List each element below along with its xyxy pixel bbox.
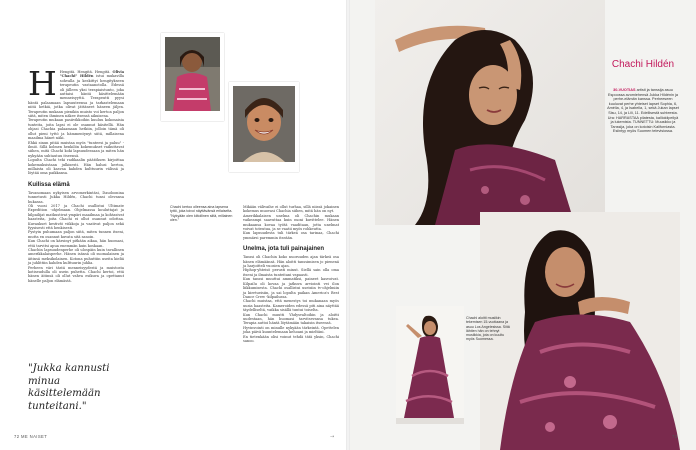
folio-left: 72 ME NAISET — [14, 434, 48, 439]
childhood-photo-2-image — [233, 86, 295, 162]
col3-paragraph-6: Kun tanssi muuttui ammatiksi, paineet kasvoivat. Kilpailu oli kovaa ja jatkuva arviointi vei ilon liikkumisesta. Chachi osallistui useisiin tv-ohjelmiin ja kiertueisiin, ja sai lopulta paikan America's Best Dance Crew -kilpailussa. — [243, 277, 339, 299]
section1-paragraph-6: Perheen väri tästä menneisyydestä ja muistosta kotiseudulla oli usein puhetta. Chachi kertoi, että hänen äitinsä oli ollut vahva esikuva ja opettanut hänelle paljon elämästä. — [28, 265, 124, 283]
section1-paragraph-1: Tavanomaan nykyisen arvomerkintäsi, Daudoonina tunnetusti Jukka Hildén, Chachi tunsi olevansa hukassa. — [28, 190, 124, 204]
intro-paragraph-2: Terapeutin mukaan pasiivikkoihin kuuluu kokonaisia tunteita, joita lapsi ei ole osannut käsitellä. Hän ohjasi Chachia palaamaan hetkiin, jolloin tämä oli ollut pieni tyttö ja hämmentynyt siitä, millaisena maailma hänet näki. — [28, 118, 124, 141]
next-page-arrow-icon[interactable]: → — [330, 434, 335, 440]
photo-caption-column — [170, 205, 235, 222]
section-heading-kuilissa: Kuilissa elämä — [28, 181, 70, 188]
intro-paragraph — [28, 64, 124, 119]
section-heading-unelma: Unelma, jota tuli painajainen — [243, 246, 325, 253]
article-column-3 — [243, 205, 339, 343]
col3-paragraph-2: Amerikkalaisen unelma oli Chachin mukaan vaikeampi saavuttaa kuin moni kuvittelee. Hänen mukaansa kovaa työtä vaaditaan, jotta unelmat voivat toteutua, ja se vaatii myös rohkeutta. — [243, 213, 339, 232]
hero-portrait-image — [375, 0, 605, 225]
profile-fact-box — [606, 88, 680, 134]
left-page — [0, 0, 346, 450]
col3-paragraph-9: Hyvinvointi on minulle nykyään tärkeintä. Opettelen joka päivä kuuntelemaan kehoani ja mieltäni. — [243, 325, 339, 335]
section1-paragraph-2: Oli vuosi 2017 ja Chachi osallistui Ultimate Expedition -ohjelmaan. Ohjelmassa kouluttajat ja kilpailijat matkustivat ympäri maailmaa ja kohtasivat haasteita, joita Chachi ei ollut osannut odottaa. Kuvaukset kestivät viikkoja ja vaativat paljon sekä fyysisesti että henkisesti. — [28, 203, 124, 230]
fact-box-text: artisti ja tanssija asuu Espoossa avomiehensä Jukka Hildénin ja perhe-elämän kanssa. Perheeseen kuuluvat perhe yhteiset lapset Sophia, 6, Amélia, 4, ja Isabella, 1, sekä Jukan lapset Sisu, 14, ja Lili, 11. Edellisestä suhteesta. Ura: HARRASTAA pilatesta, kalliokiipeilyä ja lukemista. TUNNETTU: Muusikko ja Tanssija, joka on kotoisin Kaliforniasta. Esiintyy myös Suomen televisiossa. — [607, 88, 679, 134]
section1-paragraph-5: Chachin lapsuudenperhe oli ulospäin kuin tavallinen amerikkalaisperhe. Hänen isänsä oli suomalainen ja äitinsä meksikolainen. Kotona puhuttiin useita kieliä ja juhlittiin kahden kulttuurin juhlia. — [28, 248, 124, 266]
intro-lead-name: Olivia "Chachi" Hildén — [59, 70, 124, 79]
fact-box-lead: 30-VUOTIAS — [613, 88, 636, 92]
profile-name-title: Chachi Hildén — [611, 59, 675, 70]
pull-quote: "Jukka kannusti minua käsittelemään tunteitani." — [28, 363, 110, 412]
childhood-photo-2 — [229, 82, 299, 172]
intro-body: istui mukavilla sohvalla ja keskittyi hengitykseen terapeutin vastaanotolla. Edessä oli jälleen yksi terapiaistunto, joka auttaisi häntä käsittelemään menneisyyttä. Terapeutti pyysi häntä palaamaan lapsuuteensa ja tarkastelemaan niitä hetkiä, jotka olivat jättäneet häneen jäljen. Terapeutin mukaan pienikin muisto voi kertoa paljon siitä, miten ihminen näkee itsensä aikuisena. — [28, 74, 124, 119]
dancing-photo — [396, 306, 464, 424]
col3-paragraph-5: Hiphop-yhteisö perusti minut. Siellä sain olla oma itseni ja ilmaista tunteitani vapaasti. — [243, 268, 339, 277]
col3-paragraph-10: En tietenkään olisi voinut tehdä tätä yksin, Chachi sanoo. — [243, 334, 339, 343]
dancing-photo-caption: Chachi aloitti musiikin tekemisen 15-vuotiaana ja asuu Los Angelesissa. Siitä lähtien hän on tehnyt musiikkia, jota on kuultu myös Suomessa. — [466, 316, 510, 342]
col3-paragraph-4: Tanssi oli Chachin koko nuoruuden ajan tärkeä osa hänen elämäänsä. Hän aloitti tanssimisen jo pienenä ja harjoitteli vuosien ajan. — [243, 255, 339, 269]
col3-paragraph-1: Mikään välivaihe ei ollut turhaa, sillä niissä jokainen kokemus muovasi Chachia siihen, mitä hän on nyt. — [243, 205, 339, 214]
col3-paragraph-8: Kun Chachi muutti Yhdysvaltoihin ja aloitti uudestaan, hän huomasi tarvitsevansa tukea. Terapia auttoi häntä löytämään takaisin itseensä. — [243, 312, 339, 326]
dancing-photo-image — [396, 306, 464, 424]
childhood-photo-1-image — [165, 37, 220, 111]
hero-portrait-photo — [375, 0, 605, 225]
section1-paragraph-4: Kun Chachi on kärsinyt pitkään aikaa, hän huomasi, että tarvitsi apua enemmän kuin koskaan. — [28, 239, 124, 248]
col3-paragraph-3: Kun lapsuudesta tuli tärkeä osa tarinaa, Chachi ymmärsi paremmin itseään. — [243, 231, 339, 240]
childhood-photo-1 — [161, 33, 224, 121]
col3-paragraph-7: Chachi muistaa, että menestys toi mukanaan myös uusia haasteita. Kameroiden edessä piti aina näyttää täydelliseltä, vaikka sisällä tuntui toiselta. — [243, 299, 339, 313]
section1-paragraph-3: Pystyin puhumaan paljon siitä, miten tunnen itseni, mutta en osannut kuvata sitä sanoin. — [28, 230, 124, 239]
drop-cap: H — [28, 64, 57, 103]
folio-right: 73 — [672, 434, 678, 439]
article-column-1 — [28, 64, 124, 283]
childhood-photo-caption: Chachi kertoo olleensa aina lapsena tyttö, joka toivoi näyttävänsä erilaiselta. "Nykyään olen kiitollinen siitä, millainen olen." — [170, 205, 233, 222]
intro-paragraph-4: Lopulta Chachi teki radikaalin päätöksen kirjoittaa kokemuksistaan julkisesti. Hän halusi kertoa, millaista oli kasvaa kahden kulttuurin välissä ja löytää oma paikkansa. — [28, 158, 124, 176]
intro-first-line: Hengitä. Hengitä. Hengitä. — [59, 70, 111, 74]
intro-paragraph-3: Ehkä sinun pitää muistaa myös "tunteesi ja paluu" -ilmiö. Sillä kolmen henkilön kokemukset vaikuttavat siihen, mitä Chachi koki lapsuudessaan ja miten hän nykyään suhtautuu itseensä. — [28, 140, 124, 158]
